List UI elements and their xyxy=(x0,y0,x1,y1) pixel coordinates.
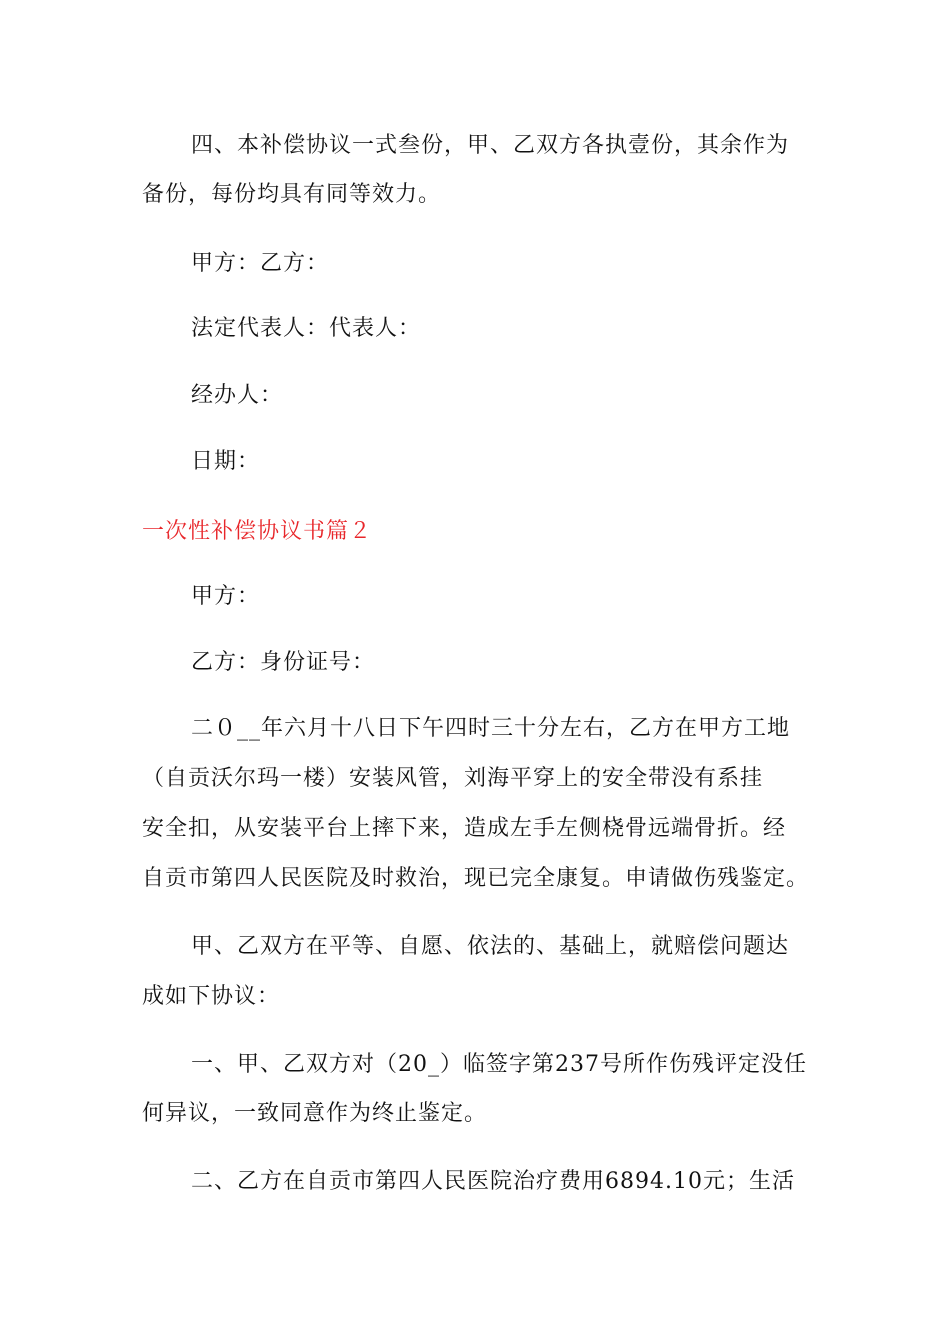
agreement-intro-line-1: 甲、乙双方在平等、自愿、依法的、基础上，就赔偿问题达 xyxy=(191,934,790,959)
clause-four-line-2: 备份，每份均具有同等效力。 xyxy=(142,182,442,207)
incident-line-3: 安全扣，从安装平台上摔下来，造成左手左侧桡骨远端骨折。经 xyxy=(142,816,787,841)
party-b-line: 乙方：身份证号： xyxy=(191,650,376,675)
clause-two-line-1: 二、乙方在自贡市第四人民医院治疗费用6894.10元；生活 xyxy=(191,1169,795,1194)
representative-signature-line: 法定代表人：代表人： xyxy=(191,316,422,341)
date-line: 日期： xyxy=(191,449,261,474)
incident-line-2: （自贡沃尔玛一楼）安装风管，刘海平穿上的安全带没有系挂 xyxy=(142,766,764,791)
party-a-line: 甲方： xyxy=(191,584,261,609)
clause-four-line-1: 四、本补偿协议一式叁份，甲、乙双方各执壹份，其余作为 xyxy=(191,133,790,158)
incident-line-1: 二０__年六月十八日下午四时三十分左右，乙方在甲方工地 xyxy=(191,716,791,741)
agreement-intro-line-2: 成如下协议： xyxy=(142,984,281,1009)
party-signature-line: 甲方：乙方： xyxy=(191,251,330,276)
section-heading: 一次性补偿协议书篇２ xyxy=(142,519,373,544)
clause-one-line-2: 何异议，一致同意作为终止鉴定。 xyxy=(142,1101,488,1126)
handler-signature-line: 经办人： xyxy=(191,383,284,408)
clause-one-line-1: 一、甲、乙双方对（20_）临签字第237号所作伤残评定没任 xyxy=(191,1052,807,1077)
incident-line-4: 自贡市第四人民医院及时救治，现已完全康复。申请做伤残鉴定。 xyxy=(142,866,810,891)
